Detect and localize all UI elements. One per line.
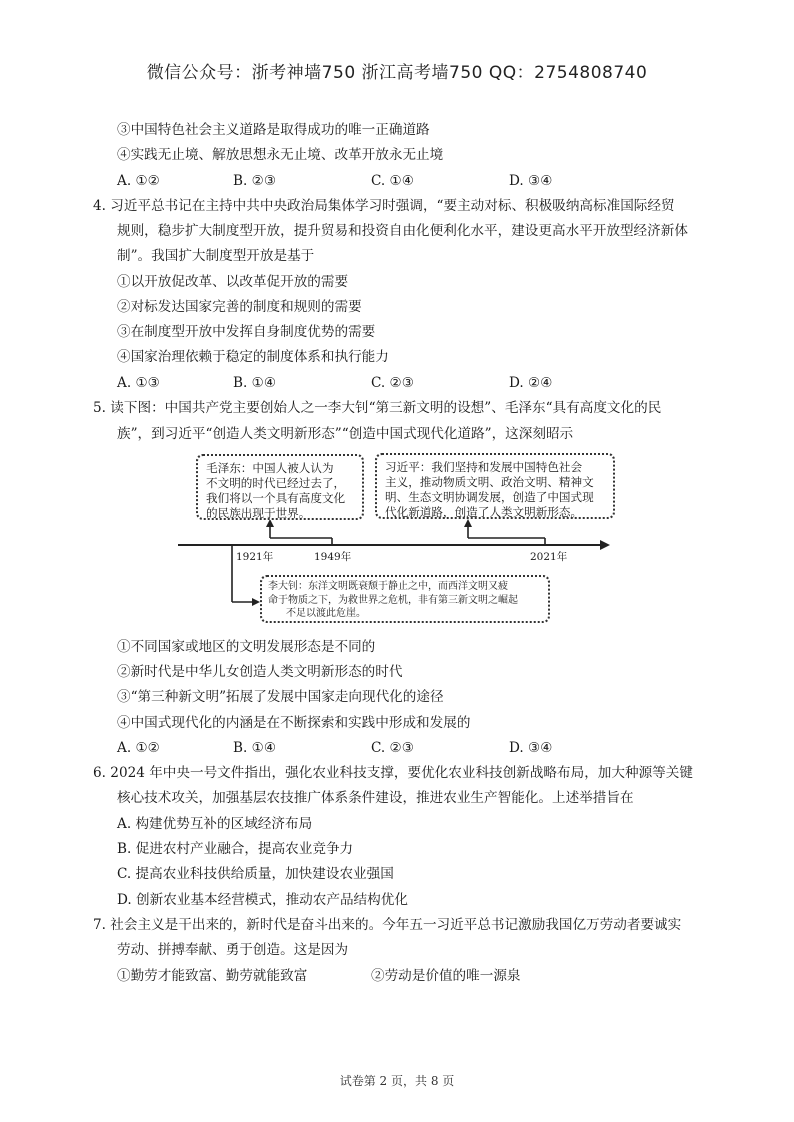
year-label-1949: 1949年 xyxy=(314,551,352,563)
quote-box-xi xyxy=(375,453,615,519)
q3-option-d: D. ③④ xyxy=(509,173,553,189)
quote-mao-line-2: 不文明的时代已经过去了， xyxy=(206,476,346,490)
q4-option-b: B. ①④ xyxy=(233,375,277,391)
q7-item-1: ①勤劳才能致富、勤劳就能致富 xyxy=(117,968,308,984)
q4-stem-line-3: 制”。我国扩大制度型开放是基于 xyxy=(117,248,315,264)
q4-item-4: ④国家治理依赖于稳定的制度体系和执行能力 xyxy=(117,349,389,365)
q4-stem-line-1: 4. 习近平总书记在主持中共中央政治局集体学习时强调，“要主动对标、积极吸纳高标准国际经贸 xyxy=(93,198,675,214)
quote-li-line-2: 命于物质之下，为救世界之危机，非有第三新文明之崛起 xyxy=(268,594,518,606)
q5-item-1: ①不同国家或地区的文明发展形态是不同的 xyxy=(117,639,376,655)
q4-item-3: ③在制度型开放中发挥自身制度优势的需要 xyxy=(117,324,376,340)
q3-item-3: ③中国特色社会主义道路是取得成功的唯一正确道路 xyxy=(117,122,430,138)
q5-option-d: D. ③④ xyxy=(509,740,553,756)
year-label-1921: 1921年 xyxy=(236,551,274,563)
q5-stem-line-2: 族”，到习近平“创造人类文明新形态”“创造中国式现代化道路”，这深刻昭示 xyxy=(117,426,574,442)
q5-item-4: ④中国式现代化的内涵是在不断探索和实践中形成和发展的 xyxy=(117,715,471,731)
q5-option-b: B. ①④ xyxy=(233,740,277,756)
q6-option-c: C. 提高农业科技供给质量，加快建设农业强国 xyxy=(117,866,394,882)
q3-option-a: A. ①② xyxy=(117,173,160,189)
connector-2021-arrow xyxy=(464,519,472,527)
quote-box-mao xyxy=(196,454,364,520)
quote-xi-line-2: 主义，推动物质文明、政治文明、精神文 xyxy=(385,475,594,489)
q6-option-b: B. 促进农村产业融合，提高农业竞争力 xyxy=(117,841,354,857)
q6-option-d: D. 创新农业基本经营模式，推动农产品结构优化 xyxy=(117,892,408,908)
q4-option-a: A. ①③ xyxy=(117,375,160,391)
quote-mao-line-1: 毛泽东：中国人被人认为 xyxy=(206,461,334,475)
q6-stem-line-1: 6. 2024 年中央一号文件指出，强化农业科技支撑，要优化农业科技创新战略布局，加大种源等关键 xyxy=(93,765,693,781)
year-label-2021: 2021年 xyxy=(530,551,568,563)
page-footer: 试卷第 2 页，共 8 页 xyxy=(339,1074,455,1088)
q7-stem-line-2: 劳动、拼搏奉献、勇于创造。这是因为 xyxy=(117,942,349,958)
q7-stem-line-1: 7. 社会主义是干出来的，新时代是奋斗出来的。今年五一习近平总书记激励我国亿万劳动者要诚实 xyxy=(93,917,682,933)
q5-option-c: C. ②③ xyxy=(371,740,414,756)
q3-item-4: ④实践无止境、解放思想永无止境、改革开放永无止境 xyxy=(117,147,444,163)
q6-stem-line-2: 核心技术攻关，加强基层农技推广体系条件建设，推进农业生产智能化。上述举措旨在 xyxy=(117,790,634,806)
q5-stem-line-1: 5. 读下图：中国共产党主要创始人之一李大钊“第三新文明的设想”、毛泽东“具有高度文化的民 xyxy=(93,400,662,416)
q7-item-2: ②劳动是价值的唯一源泉 xyxy=(371,968,521,984)
quote-xi-line-3: 明、生态文明协调发展，创造了中国式现 xyxy=(385,490,594,504)
quote-xi-line-1: 习近平：我们坚持和发展中国特色社会 xyxy=(385,460,583,474)
quote-li-line-3: 不足以渡此危崖。 xyxy=(286,608,366,619)
q3-option-b: B. ②③ xyxy=(233,173,277,189)
q4-option-d: D. ②④ xyxy=(509,375,553,391)
q4-option-c: C. ②③ xyxy=(371,375,414,391)
quote-mao-line-4: 的民族出现于世界。 xyxy=(206,506,311,520)
q4-stem-line-2: 规则，稳步扩大制度型开放，提升贸易和投资自由化便利化水平，建设更高水平开放型经济新体 xyxy=(117,223,688,239)
q4-item-1: ①以开放促改革、以改革促开放的需要 xyxy=(117,274,349,290)
quote-box-li xyxy=(260,575,550,623)
q6-option-a: A. 构建优势互补的区域经济布局 xyxy=(117,816,313,832)
q5-option-a: A. ①② xyxy=(117,740,160,756)
connector-1921-arrow xyxy=(252,598,260,606)
q3-option-c: C. ①④ xyxy=(371,173,414,189)
timeline-arrowhead xyxy=(600,540,610,550)
quote-xi-line-4: 代化新道路，创造了人类文明新形态。 xyxy=(385,505,583,519)
quote-li-line-1: 李大钊：东洋文明既衰颓于静止之中，而西洋文明又疲 xyxy=(268,581,508,592)
quote-mao-line-3: 我们将以一个具有高度文化 xyxy=(206,491,346,505)
q4-item-2: ②对标发达国家完善的制度和规则的需要 xyxy=(117,299,362,315)
q5-item-3: ③“第三种新文明”拓展了发展中国家走向现代化的途径 xyxy=(117,689,444,705)
q5-item-2: ②新时代是中华儿女创造人类文明新形态的时代 xyxy=(117,664,403,680)
page-header-watermark: 微信公众号：浙考神墙750 浙江高考墙750 QQ：2754808740 xyxy=(146,63,648,83)
